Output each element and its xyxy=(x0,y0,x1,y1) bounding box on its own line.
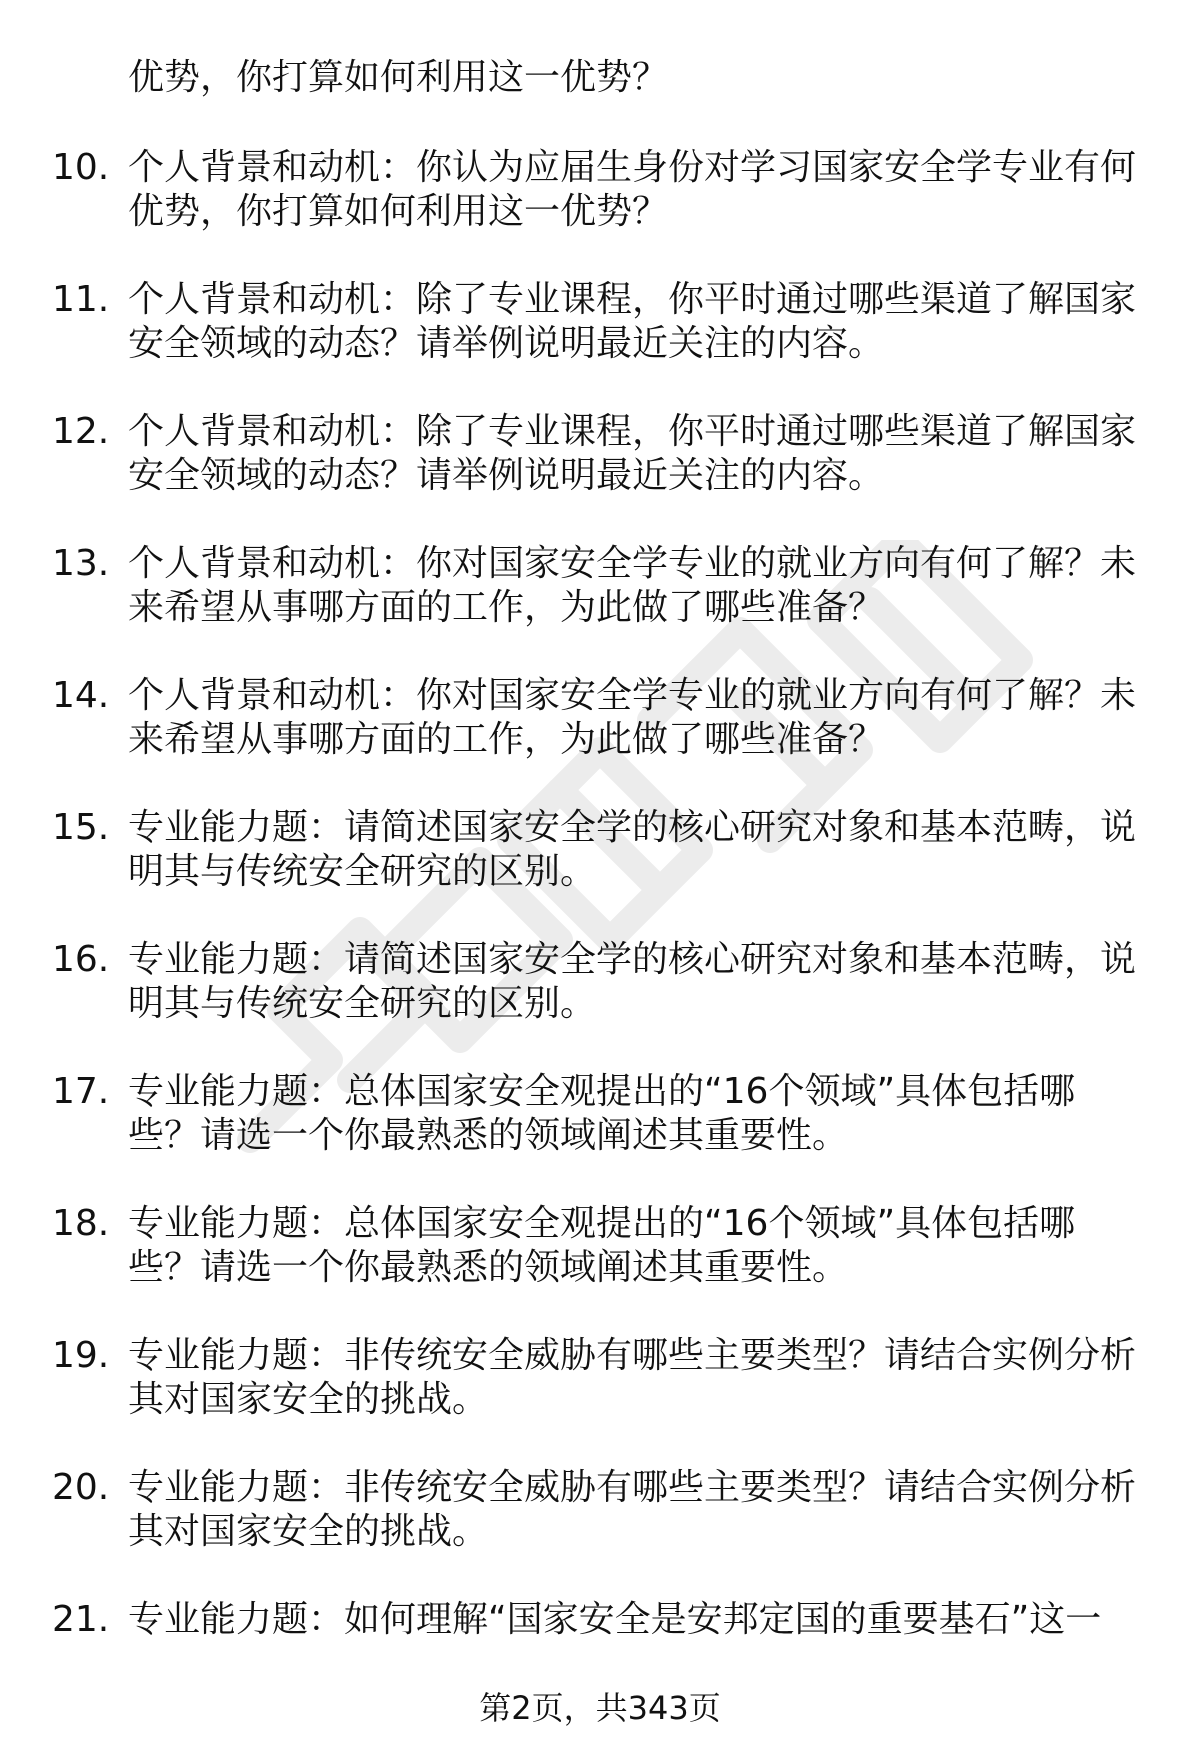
question-number: 12. xyxy=(52,411,110,452)
question-text xyxy=(128,1070,1148,1158)
question-text xyxy=(128,542,1148,630)
question-text xyxy=(128,410,1148,498)
question-text-line: 些？请选一个你最熟悉的领域阐述其重要性。 xyxy=(128,1115,849,1156)
question-text xyxy=(128,938,1148,1026)
question-item xyxy=(0,938,1200,1070)
question-item xyxy=(0,410,1200,542)
question-item xyxy=(0,674,1200,806)
question-number: 21. xyxy=(52,1599,110,1640)
question-text-line: 优势，你打算如何利用这一优势？ xyxy=(128,191,669,232)
question-text-line: 个人背景和动机：你对国家安全学专业的就业方向有何了解？未 xyxy=(128,675,1137,716)
question-text-line: 专业能力题：总体国家安全观提出的“16个领域”具体包括哪 xyxy=(128,1071,1076,1112)
question-number: 11. xyxy=(52,279,110,320)
question-text-line: 来希望从事哪方面的工作，为此做了哪些准备？ xyxy=(128,719,885,760)
question-text-line: 安全领域的动态？请举例说明最近关注的内容。 xyxy=(128,455,885,496)
question-item xyxy=(0,1466,1200,1598)
question-text-line: 些？请选一个你最熟悉的领域阐述其重要性。 xyxy=(128,1247,849,1288)
question-text-line: 其对国家安全的挑战。 xyxy=(128,1511,489,1552)
question-text-line: 安全领域的动态？请举例说明最近关注的内容。 xyxy=(128,323,885,364)
question-item xyxy=(0,146,1200,278)
question-item xyxy=(0,1334,1200,1466)
question-number: 19. xyxy=(52,1335,110,1376)
continued-question-text: 优势，你打算如何利用这一优势？ xyxy=(128,57,669,98)
question-text-line: 个人背景和动机：除了专业课程，你平时通过哪些渠道了解国家 xyxy=(128,279,1137,320)
question-number: 13. xyxy=(52,543,110,584)
question-text-line: 明其与传统安全研究的区别。 xyxy=(128,851,597,892)
question-item xyxy=(0,1202,1200,1334)
question-text-line: 个人背景和动机：你对国家安全学专业的就业方向有何了解？未 xyxy=(128,543,1137,584)
question-text-line: 专业能力题：如何理解“国家安全是安邦定国的重要基石”这一 xyxy=(128,1599,1102,1640)
question-text-line: 专业能力题：非传统安全威胁有哪些主要类型？请结合实例分析 xyxy=(128,1467,1137,1508)
question-text xyxy=(128,1334,1148,1422)
question-item xyxy=(0,806,1200,938)
question-number: 15. xyxy=(52,807,110,848)
question-text-line: 个人背景和动机：除了专业课程，你平时通过哪些渠道了解国家 xyxy=(128,411,1137,452)
question-text-line: 其对国家安全的挑战。 xyxy=(128,1379,489,1420)
question-number: 14. xyxy=(52,675,110,716)
question-text xyxy=(128,806,1148,894)
question-text-line: 个人背景和动机：你认为应届生身份对学习国家安全学专业有何 xyxy=(128,147,1137,188)
question-number: 18. xyxy=(52,1203,110,1244)
question-text xyxy=(128,674,1148,762)
question-text-line: 专业能力题：非传统安全威胁有哪些主要类型？请结合实例分析 xyxy=(128,1335,1137,1376)
question-text xyxy=(128,1202,1148,1290)
question-text-line: 来希望从事哪方面的工作，为此做了哪些准备？ xyxy=(128,587,885,628)
page-footer: 第2页，共343页 xyxy=(479,1689,721,1727)
question-item xyxy=(0,542,1200,674)
question-text xyxy=(128,146,1148,234)
question-text xyxy=(128,278,1148,366)
question-item xyxy=(0,1070,1200,1202)
question-item xyxy=(0,278,1200,410)
question-text-line: 明其与传统安全研究的区别。 xyxy=(128,983,597,1024)
question-number: 16. xyxy=(52,939,110,980)
question-text-line: 专业能力题：总体国家安全观提出的“16个领域”具体包括哪 xyxy=(128,1203,1076,1244)
question-text xyxy=(128,1466,1148,1554)
question-text-line: 专业能力题：请简述国家安全学的核心研究对象和基本范畴，说 xyxy=(128,807,1137,848)
question-text-line: 专业能力题：请简述国家安全学的核心研究对象和基本范畴，说 xyxy=(128,939,1137,980)
question-list xyxy=(0,146,1200,1730)
question-number: 20. xyxy=(52,1467,110,1508)
question-number: 10. xyxy=(52,147,110,188)
question-number: 17. xyxy=(52,1071,110,1112)
question-text xyxy=(128,1598,1148,1642)
